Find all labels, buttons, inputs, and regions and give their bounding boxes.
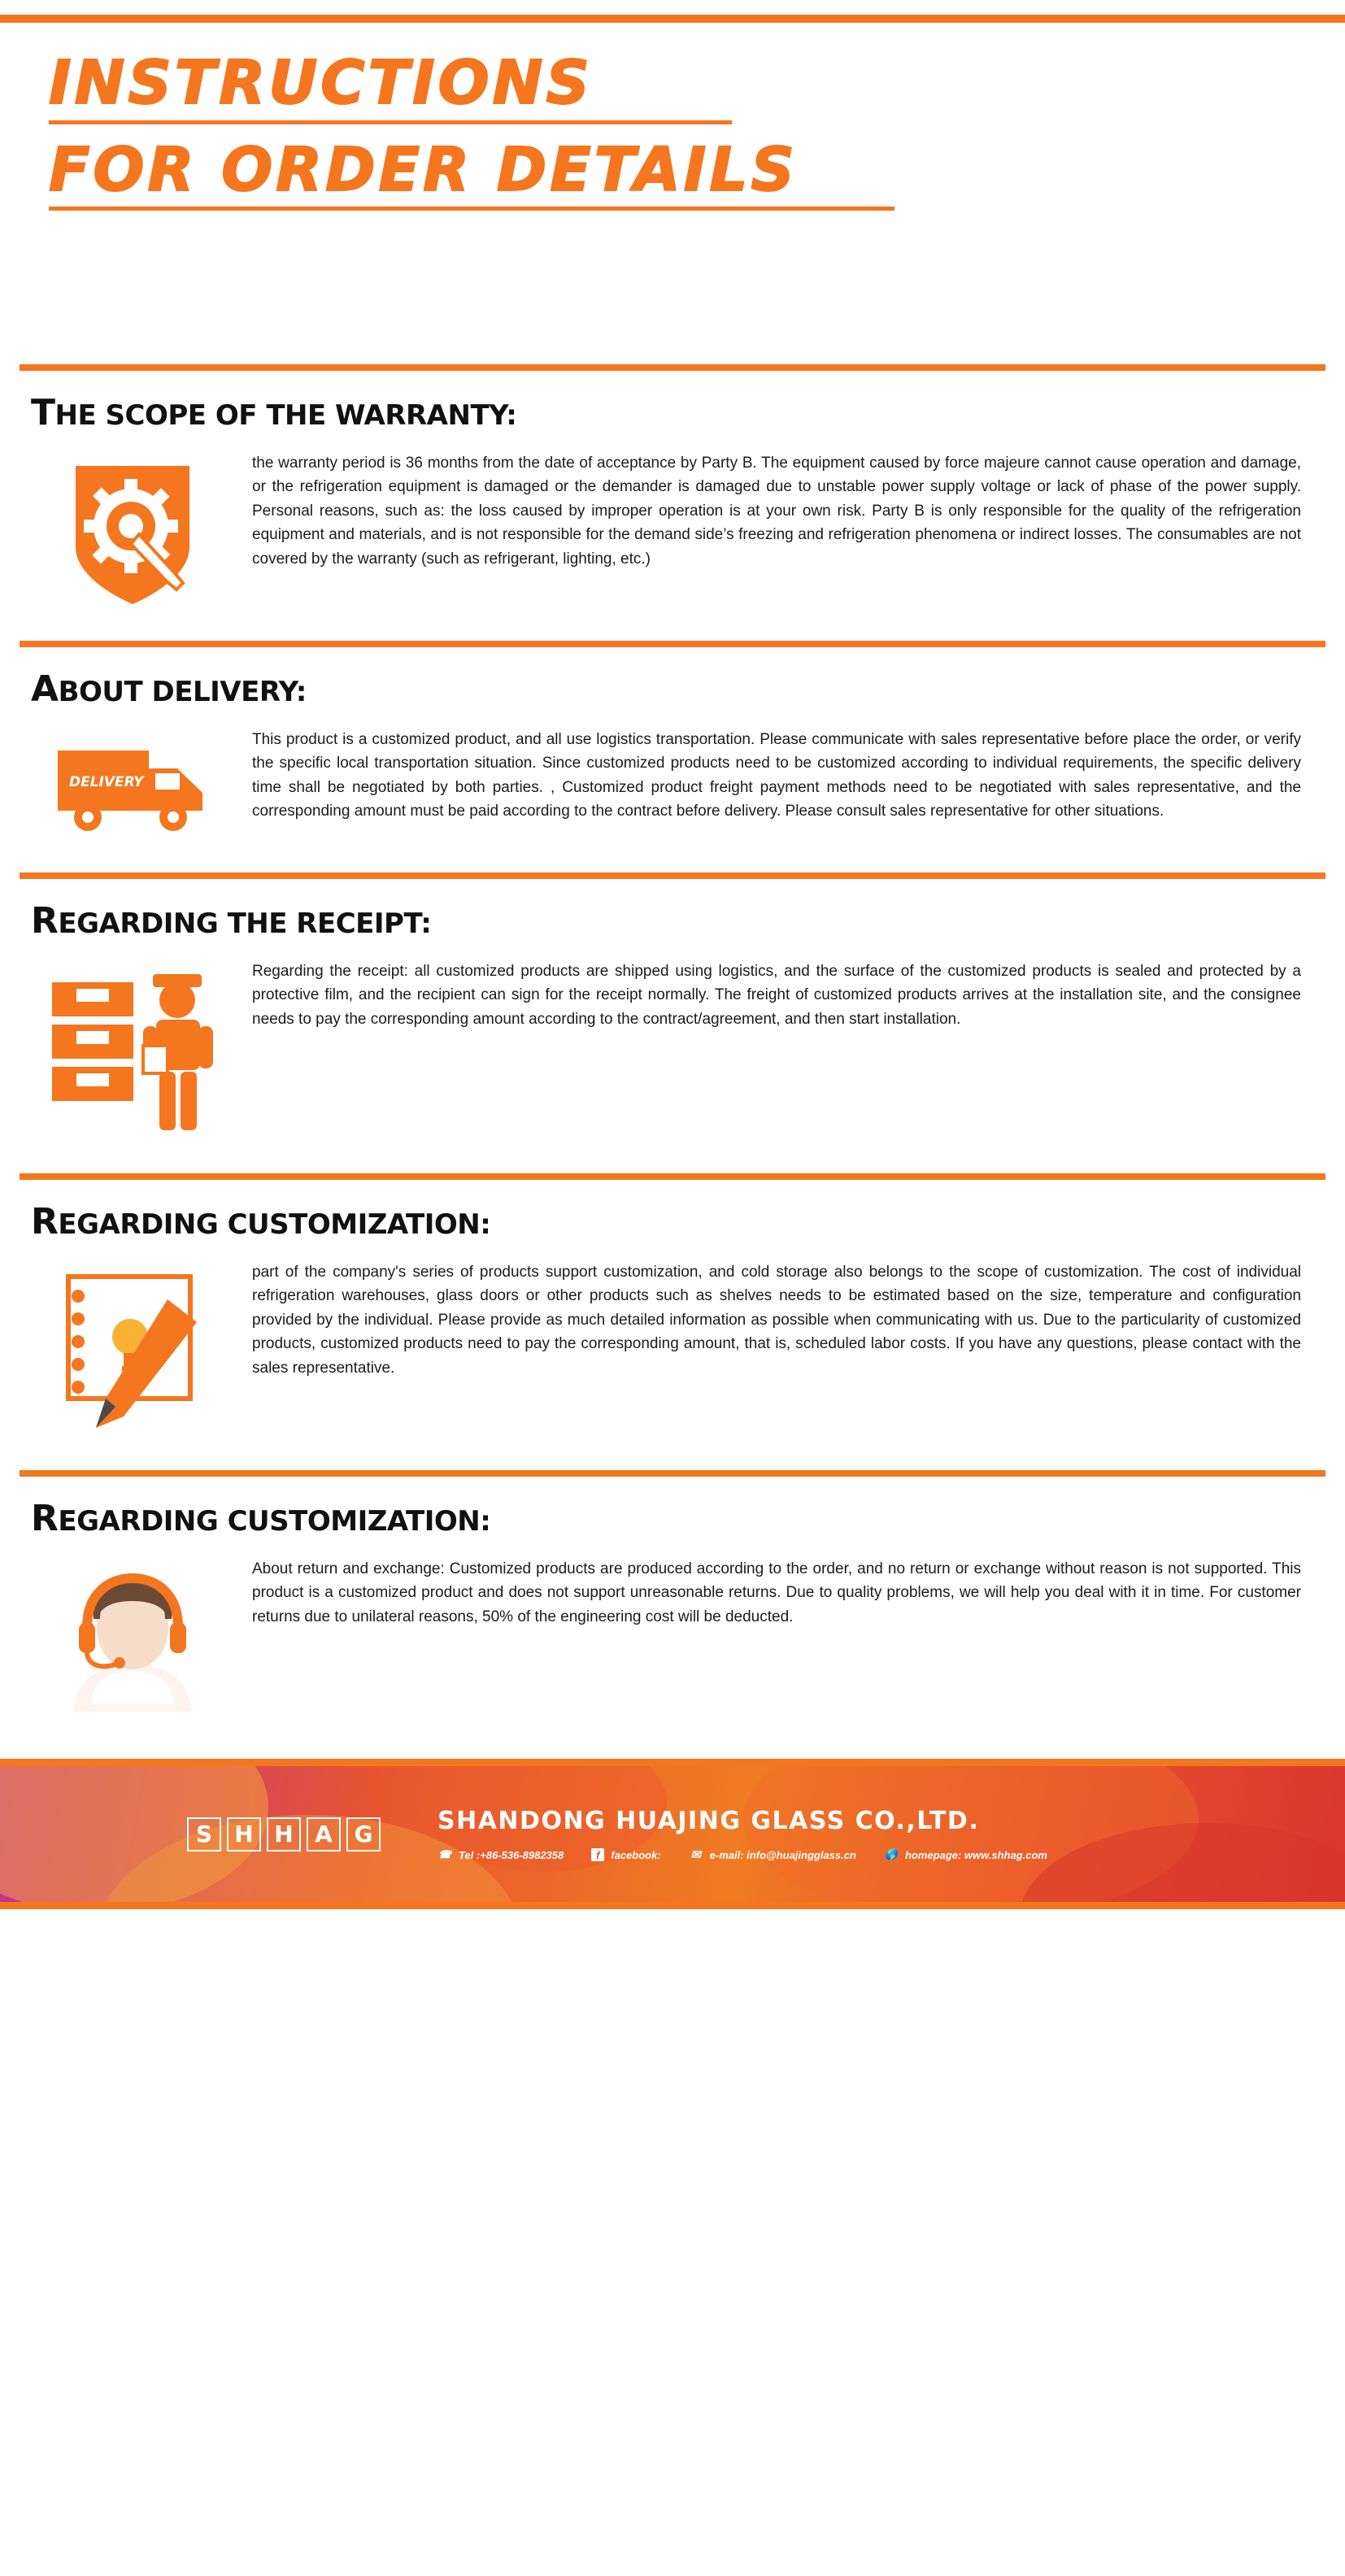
section-title-warranty [20,392,1325,433]
mail-icon: ✉ [690,1848,701,1862]
contact-email-label: e-mail: info@huajingglass.cn [709,1848,856,1861]
title-underline-2 [49,207,894,211]
section-title-rest: EGARDING CUSTOMIZATION: [58,1208,491,1241]
facebook-icon: f [591,1848,604,1861]
section-receipt [0,879,1345,1173]
logo-letter: H [227,1817,261,1852]
contact-phone[interactable] [437,1849,564,1861]
section-title-initial: T [31,392,55,433]
section-title-initial: R [31,900,59,942]
globe-icon: 🌎 [884,1848,899,1860]
section-divider [20,641,1325,647]
contact-facebook-label: facebook: [611,1848,661,1861]
warranty-gear-wrench-icon [31,451,234,610]
top-accent-rule [0,15,1345,23]
section-title-customization [20,1201,1325,1242]
section-return-exchange [0,1477,1345,1751]
section-title-initial: A [31,668,59,710]
page-title [0,23,1345,364]
section-title-rest: HE SCOPE OF THE WARRANTY: [54,399,517,432]
section-title-initial: R [31,1498,59,1539]
delivery-person-boxes-icon [31,959,234,1142]
company-name: SHANDONG HUAJING GLASS CO.,LTD. [437,1807,980,1835]
section-title-initial: R [31,1201,59,1242]
section-delivery [0,647,1345,872]
contact-phone-label: Tel :+86-536-8982358 [459,1848,564,1861]
bottom-spacer [0,1909,1345,1930]
delivery-truck-icon [31,728,234,842]
section-title-receipt [20,900,1325,942]
section-text-warranty: the warranty period is 36 months from the date of acceptance by Party B. The equipment caused by force majeure cannot cause operation and damage, or the refrigeration equipment is damaged or the demander is damaged due to unstable power supply voltage or lack of phase of the power supply. Personal reasons, such as: the loss caused by improper operation is at your own risk. Party B is only responsible for the quality of the refrigeration equipment and materials, and is not responsible for the demand side’s freezing and refrigeration phenomena or indirect losses. The consumables are not covered by the warranty (such as refrigerant, lighting, etc.) [252,455,1301,568]
logo-letter: G [346,1817,381,1852]
page-root [0,15,1345,1930]
section-text-return-exchange: About return and exchange: Customized products are produced according to the order, and no return or exchange without reason is not supported. This product is a customized product and does not support unreasonable returns. Due to quality problems, we will help you deal with it in time. For customer returns due to unilateral reasons, 50% of the engineering cost will be deducted. [252,1560,1301,1625]
logo-letter: S [187,1817,221,1852]
section-title-rest: EGARDING CUSTOMIZATION: [58,1505,491,1538]
section-text-receipt: Regarding the receipt: all customized products are shipped using logistics, and the surface of the customized products is sealed and protected by a protective film, and the recipient can sign for the receipt normally. The freight of customized products arrives at the installation site, and the consignee needs to pay the corresponding amount according to the contract/agreement, and then start installation. [252,963,1301,1028]
section-title-rest: EGARDING THE RECEIPT: [58,907,432,940]
phone-icon: ☎ [437,1848,452,1860]
section-divider [20,1470,1325,1477]
logo-letter: H [267,1817,301,1852]
contact-email[interactable] [689,1849,856,1861]
title-underline-1 [49,120,732,124]
footer-banner [0,1759,1345,1909]
contact-facebook[interactable] [591,1848,660,1861]
contact-homepage[interactable] [884,1849,1047,1861]
section-divider [20,872,1325,879]
company-logo [187,1817,381,1852]
truck-label: DELIVERY [69,774,144,790]
logo-letter: A [307,1817,341,1852]
section-title-delivery [20,668,1325,710]
contact-row [437,1848,1047,1861]
title-line-2: FOR ORDER DETAILS [49,134,798,205]
section-title-rest: BOUT DELIVERY: [58,676,307,708]
contact-homepage-label: homepage: www.shhag.com [904,1848,1047,1861]
section-warranty [0,371,1345,641]
section-customization [0,1180,1345,1470]
customer-service-headset-icon [31,1557,234,1720]
section-text-customization: part of the company's series of products support customization, and cold storage also belongs to the scope of customization. The cost of individual refrigeration warehouses, glass doors or other products such as shelves needs to be estimated based on the size, temperature and configuration provided by the individual. Please provide as much detailed information as possible when communicating with us. Due to the particularity of customized products, customized products need to pay the corresponding amount, that is, scheduled labor costs. If you have any questions, please contact with the sales representative. [252,1264,1301,1377]
section-divider [20,1173,1325,1180]
section-text-delivery: This product is a customized product, and all use logistics transportation. Please communicate with sales representative before place the order, or verify the specific local transportation situation. Since customized products need to be customized according to individual requirements, the specific delivery time shall be negotiated by both parties. , Customized product freight payment methods need to be negotiated with sales representative, and the corresponding amount must be paid according to the contract before delivery. Please consult sales representative for other situations. [252,731,1301,820]
section-title-return-exchange [20,1498,1325,1539]
notepad-lightbulb-pen-icon [31,1260,234,1439]
section-divider [20,364,1325,371]
title-line-1: INSTRUCTIONS [49,48,593,118]
